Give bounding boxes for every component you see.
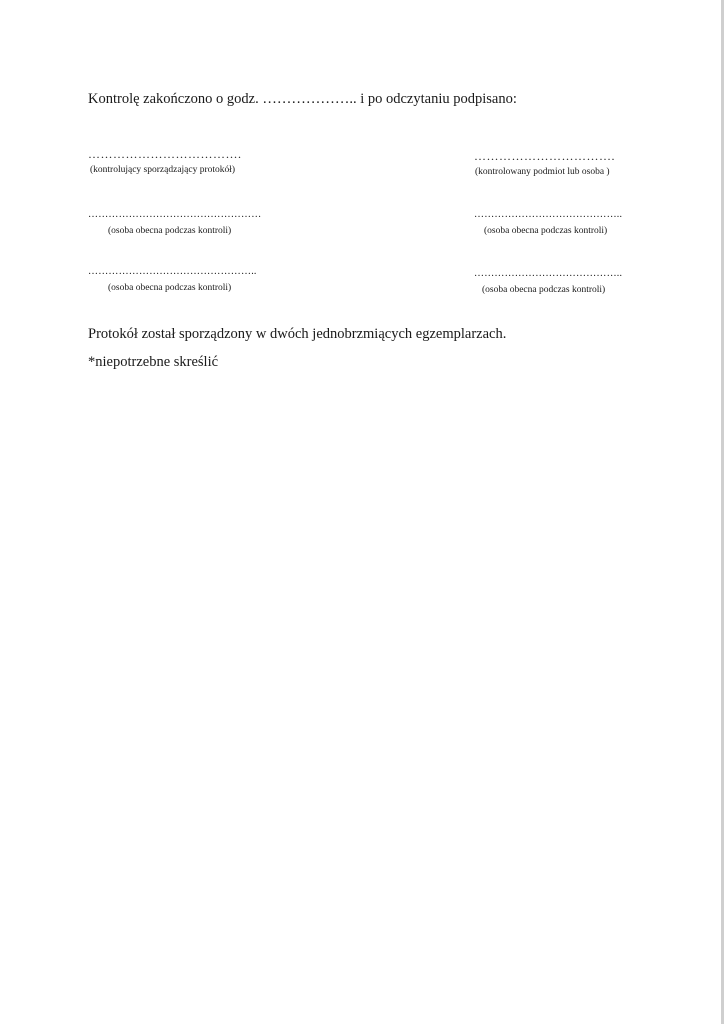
signature-block-witness-3 [88,266,257,294]
signature-block-inspector [88,148,242,176]
signature-dots: ………………………………………….. [88,266,257,277]
signature-dots: ………………………………. [88,147,242,161]
signature-dots: …………………………………………… [88,209,262,220]
signature-block-inspected-entity [474,150,615,178]
closing-line: Kontrolę zakończono o godz. ……………….. i po odczytaniu podpisano: [88,91,517,107]
signature-caption: (osoba obecna podczas kontroli) [108,226,232,236]
copies-note: Protokół został sporządzony w dwóch jednobrzmiących egzemplarzach. [88,326,507,342]
signature-caption: (kontrolowany podmiot lub osoba ) [475,167,610,177]
signature-caption: (kontrolujący sporządzający protokół) [90,165,236,175]
signature-caption: (osoba obecna podczas kontroli) [108,283,232,293]
signature-dots: …………………………………….. [474,209,623,220]
signature-caption: (osoba obecna podczas kontroli) [484,226,608,236]
footnote: *niepotrzebne skreślić [88,354,219,370]
signature-caption: (osoba obecna podczas kontroli) [482,285,606,295]
signature-block-witness-1 [88,209,261,237]
signature-block-witness-4 [474,268,622,296]
signature-dots: …………………………………….. [474,268,623,279]
signature-dots: ……………………………. [474,149,615,163]
signature-block-witness-2 [474,209,622,237]
